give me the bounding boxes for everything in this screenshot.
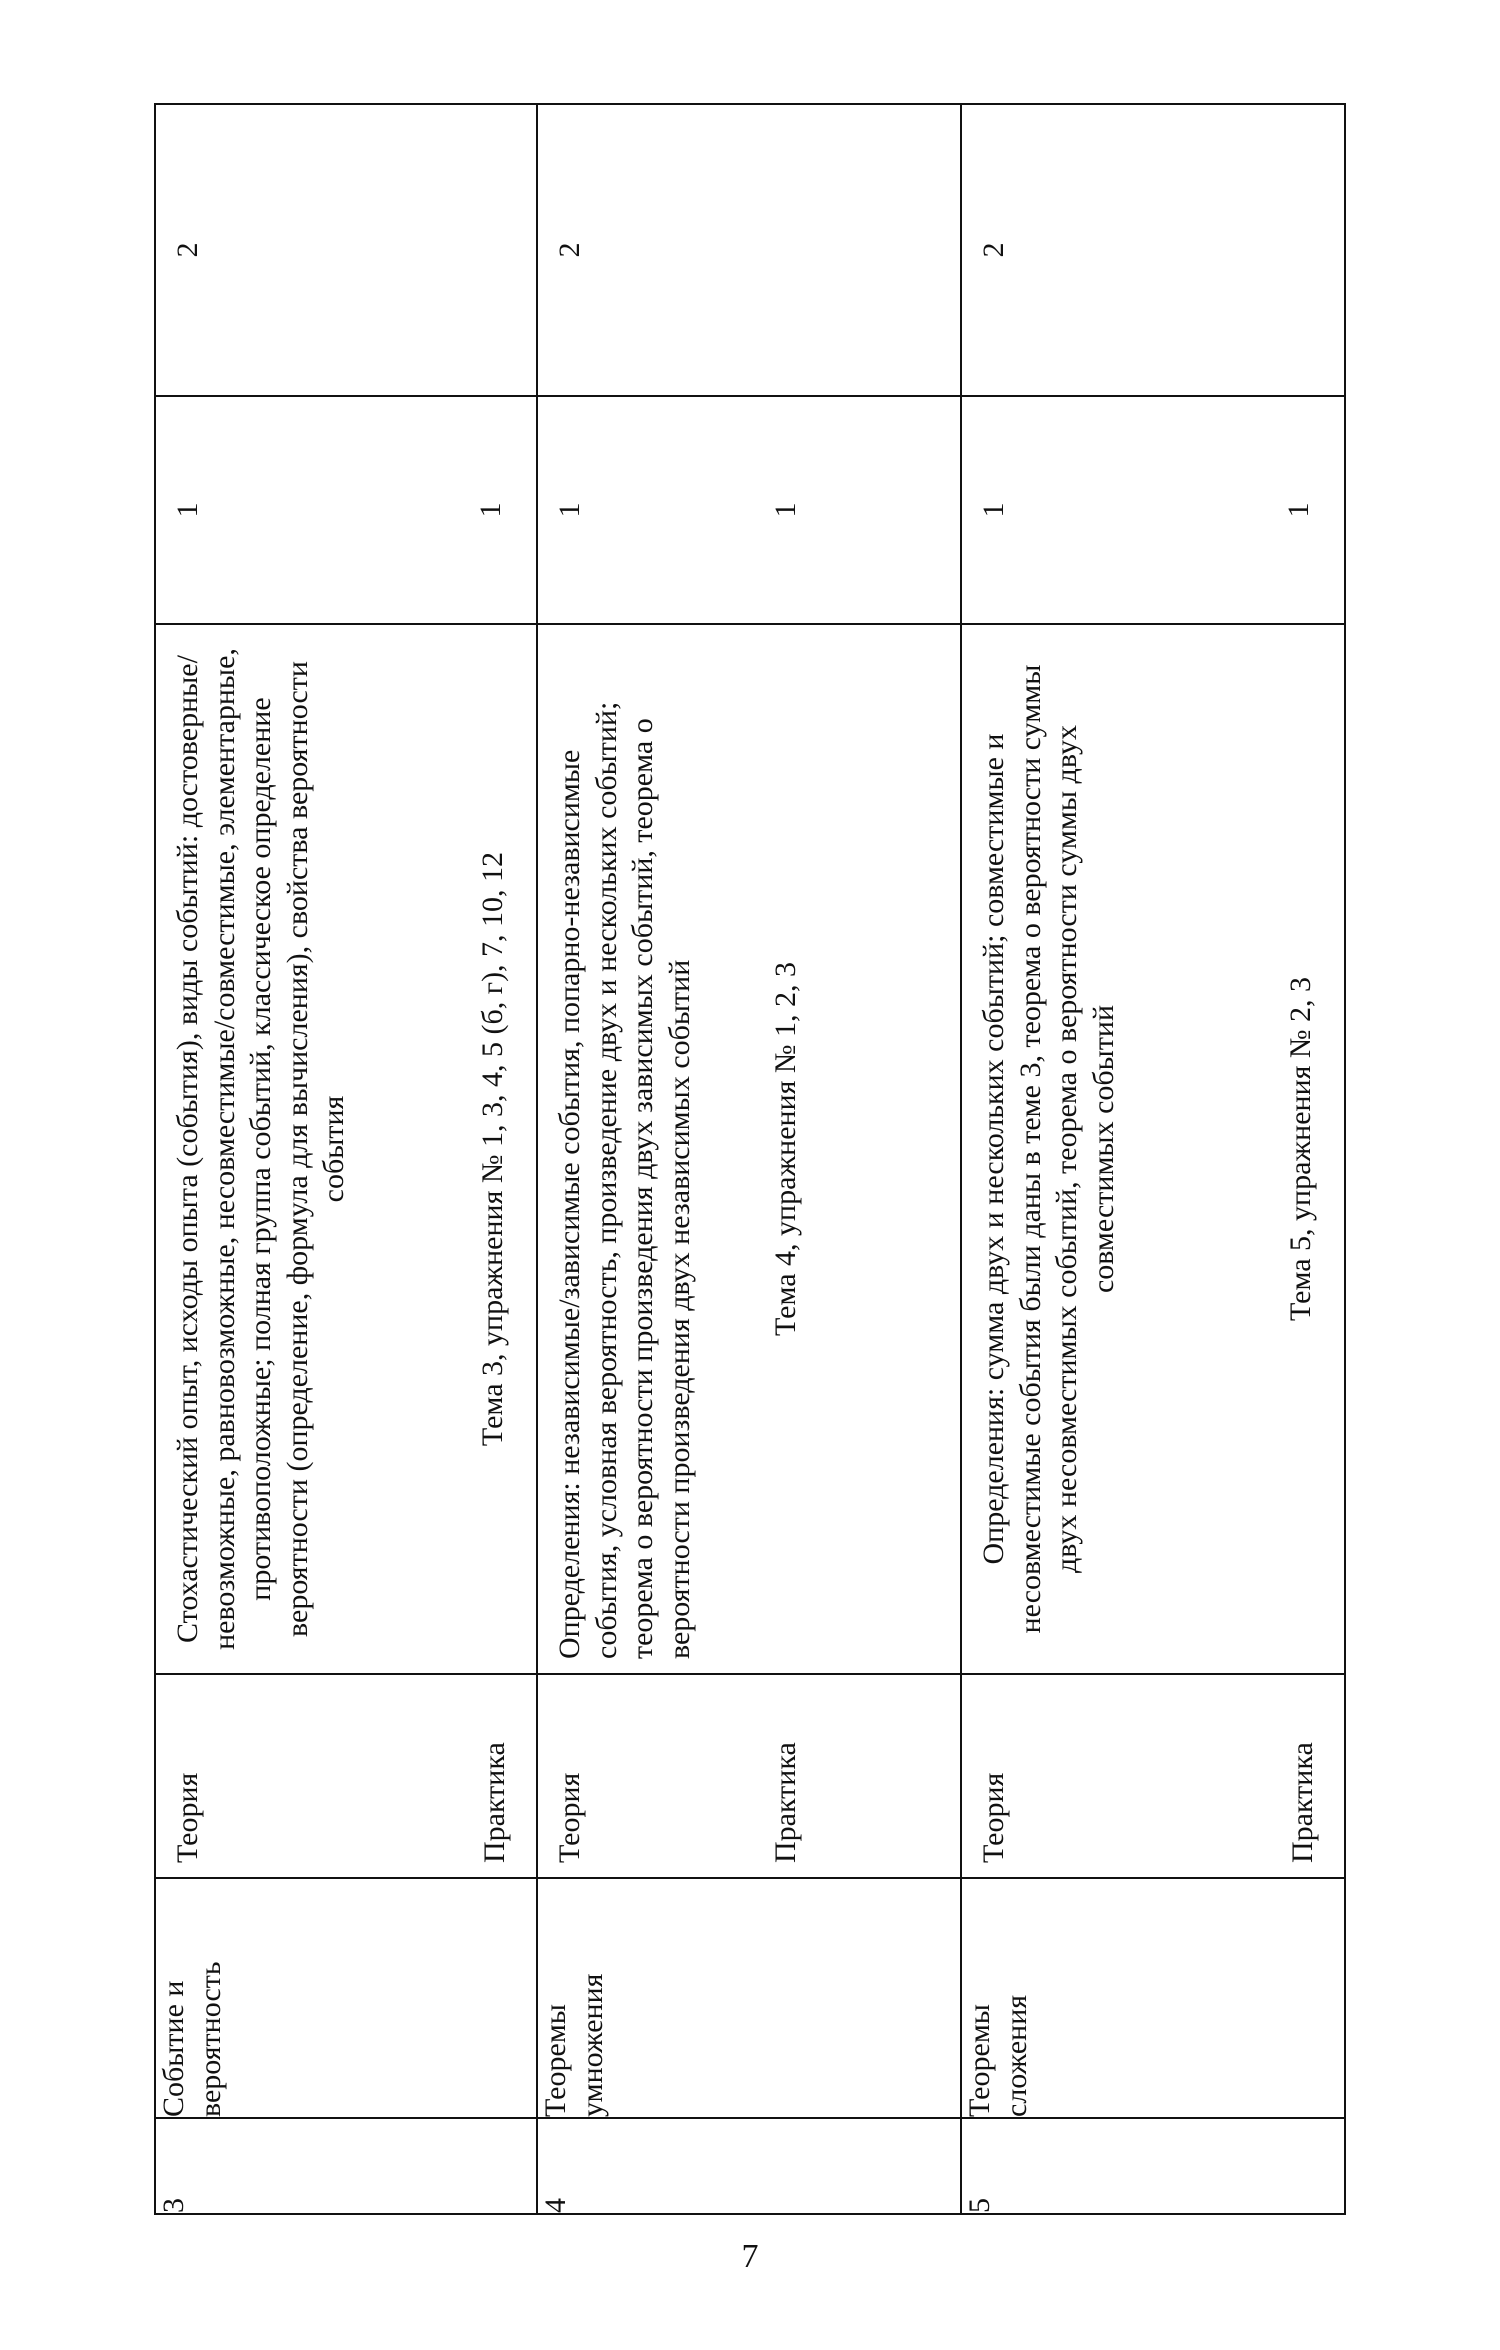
table-row: [155, 104, 537, 2214]
theory-hours: 1: [553, 502, 586, 518]
theory-label: Теория: [553, 1772, 586, 1863]
practice-content: Тема 3, упражнения № 1, 3, 4, 5 (б, г), 7, 10, 12: [476, 851, 510, 1447]
topic-cell: Событие и вероятность: [155, 1878, 537, 2118]
topic-cell: Теоремы сложения: [961, 1878, 1345, 2118]
practice-hours: 1: [769, 502, 802, 518]
practice-hours: 1: [1282, 502, 1316, 518]
theory-content: Стохастический опыт, исходы опыта (события), виды событий: достоверные/невозможные, равновозможные, несовместимые/совместимые, элементарные, противоположные; полная группа событий, классическое определение вероятности (определение, формула для вычисления), свойства вероятности события: [171, 648, 351, 1650]
table-row: [961, 104, 1345, 2214]
practice-label: Практика: [1286, 1742, 1320, 1863]
practice-label: Практика: [769, 1742, 802, 1863]
theory-content: Определения: сумма двух и нескольких событий; совместимые и несовместимые события были даны в теме 3, теорема о вероятности суммы двух несовместимых событий, теорема о вероятности суммы двух совместимых событий: [977, 664, 1120, 1634]
rotated-table-container: [154, 105, 1344, 2215]
content-cell: [961, 624, 1345, 1674]
content-cell: [537, 624, 961, 1674]
row-number-cell: 3: [155, 2118, 537, 2214]
total-hours: 2: [977, 242, 1010, 258]
topic-cell: Теоремы умножения: [537, 1878, 961, 2118]
theory-label: Теория: [171, 1772, 204, 1863]
table-row: [537, 104, 961, 2214]
total-hours-cell: [537, 104, 961, 396]
total-hours-cell: [155, 104, 537, 396]
theory-content: Определения: независимые/зависимые события, попарно-независимые события, условная вероятность, произведение двух и нескольких событий; теорема о вероятности произведения двух зависимых событий, теорема о вероятности произведения двух независимых событий: [553, 701, 696, 1659]
theory-label: Теория: [977, 1772, 1010, 1863]
syllabus-table: [154, 103, 1346, 2215]
theory-hours: 1: [171, 502, 204, 518]
activity-type-cell: [155, 1674, 537, 1878]
hours-cell: [155, 396, 537, 624]
theory-hours: 1: [977, 502, 1010, 518]
practice-hours: 1: [474, 502, 508, 518]
activity-type-cell: [961, 1674, 1345, 1878]
content-cell: [155, 624, 537, 1674]
total-hours-cell: [961, 104, 1345, 396]
row-number-cell: 5: [961, 2118, 1345, 2214]
hours-cell: [961, 396, 1345, 624]
total-hours: 2: [553, 242, 586, 258]
practice-label: Практика: [478, 1742, 512, 1863]
practice-content: Тема 5, упражнения № 2, 3: [1284, 976, 1318, 1322]
activity-type-cell: [537, 1674, 961, 1878]
total-hours: 2: [171, 242, 204, 258]
hours-cell: [537, 396, 961, 624]
page-number: 7: [741, 2238, 759, 2275]
row-number-cell: 4: [537, 2118, 961, 2214]
practice-content: Тема 4, упражнения № 1, 2, 3: [769, 961, 802, 1337]
